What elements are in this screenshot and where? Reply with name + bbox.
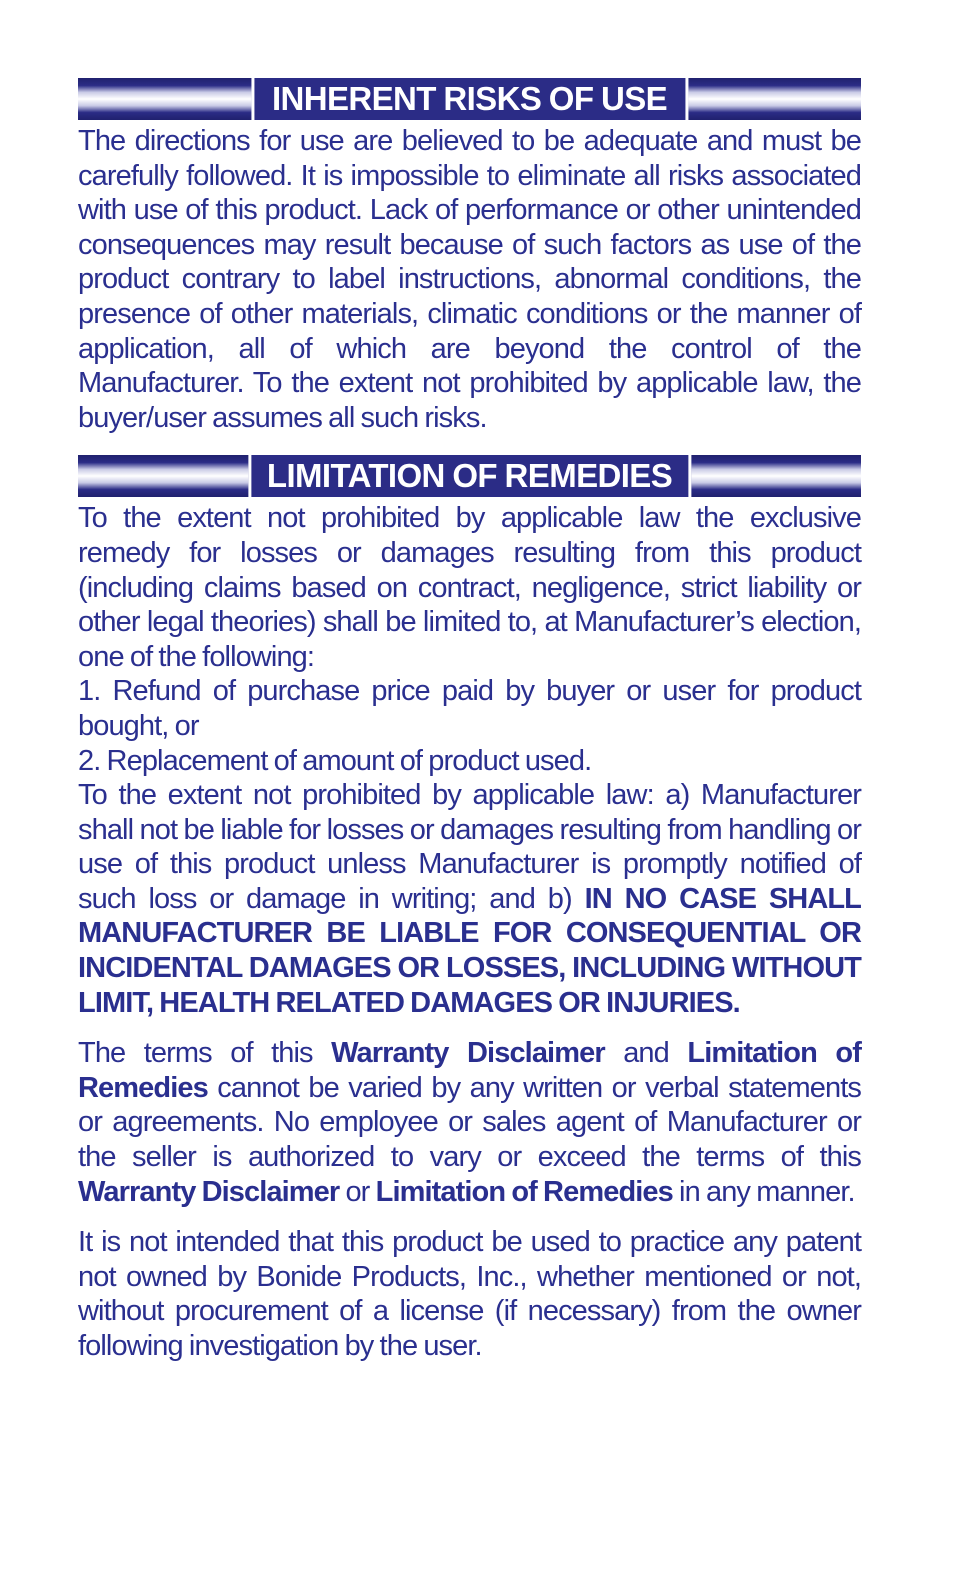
section-banner-limitation-of-remedies xyxy=(78,455,861,497)
terms-text-4: or xyxy=(345,1175,370,1208)
terms-text-5: in any manner. xyxy=(679,1175,855,1208)
section-heading-inherent-risks: INHERENT RISKS OF USE xyxy=(251,78,688,120)
remedy-option-2: 2. Replacement of amount of product used. xyxy=(78,744,592,777)
remedies-intro-text: To the extent not prohibited by applicable law the exclusive remedy for losses or damages resulting from this product (including claims based on contract, negligence, strict liability or other legal theories) shall be limited to, at Manufacturer’s election, one of the following: xyxy=(78,502,861,673)
terms-bold-limitation-of-remedies: Limitation of Remedies xyxy=(78,1037,861,1104)
label-page xyxy=(78,78,861,1364)
liability-clause-a: To the extent not prohibited by applicable law: a) Manufacturer shall not be liable for losses or damages resulting from handling or use of this product unless Manufacturer is promptly notified of such loss or damage in writing; and b) xyxy=(78,779,861,915)
terms-text-2: and xyxy=(623,1037,669,1070)
liability-clause-b-bold: IN NO CASE SHALL MANUFACTURER BE LIABLE FOR CONSEQUENTIAL OR INCIDENTAL DAMAGES OR LOSSES, INCLUDING WITHOUT LIMIT, HEALTH RELATED DAMAGES OR INJURIES. xyxy=(78,882,862,1019)
remedy-option-1: 1. Refund of purchase price paid by buyer or user for product bought, or xyxy=(78,675,861,742)
terms-bold-warranty-disclaimer: Warranty Disclaimer xyxy=(331,1037,605,1070)
inherent-risks-text: The directions for use are believed to be adequate and must be carefully followed. It is impossible to eliminate all risks associated with use of this product. Lack of performance or other unintended consequences may result because of such factors as use of the product contrary to label instructions, abnormal conditions, the presence of other materials, climatic conditions or the manner of application, all of which are beyond the control of the Manufacturer. To the extent not prohibited by applicable law, the buyer/user assumes all such risks. xyxy=(78,125,861,434)
terms-bold-warranty-disclaimer-2: Warranty Disclaimer xyxy=(78,1175,340,1208)
terms-bold-limitation-of-remedies-2: Limitation of Remedies xyxy=(375,1175,673,1208)
terms-paragraph xyxy=(78,1036,861,1209)
section-heading-limitation-of-remedies: LIMITATION OF REMEDIES xyxy=(248,455,691,497)
liability-clause xyxy=(78,778,861,1020)
terms-text-1: The terms of this xyxy=(78,1037,313,1070)
patent-paragraph: It is not intended that this product be used to practice any patent not owned by Bonide Products, Inc., whether mentioned or not, without procurement of a license (if necessary) from the owner following investigation by the user. xyxy=(78,1226,861,1362)
section-banner-inherent-risks xyxy=(78,78,861,120)
terms-text-3: cannot be varied by any written or verbal statements or agreements. No employee or sales agent of Manufacturer or the seller is authorized to vary or exceed the terms of this xyxy=(78,1071,861,1174)
